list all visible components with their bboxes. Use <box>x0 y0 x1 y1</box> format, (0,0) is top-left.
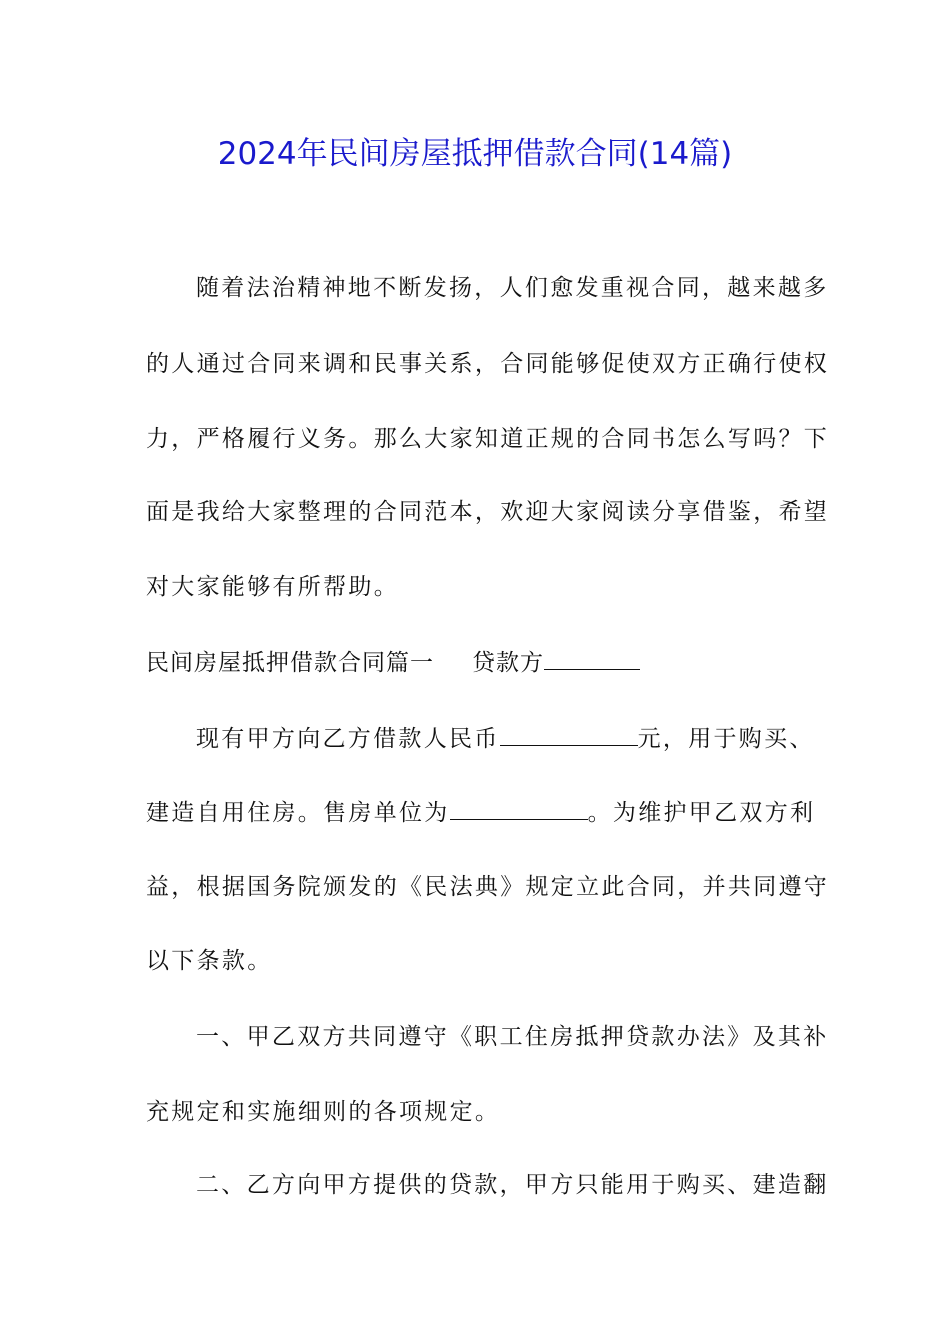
section-heading: 民间房屋抵押借款合同篇一 <box>146 650 434 676</box>
lender-blank <box>544 649 640 670</box>
para1-line-2-text-a: 建造自用住房。售房单位为 <box>146 800 450 826</box>
para1-line-3: 益，根据国务院颁发的《民法典》规定立此合同，并共同遵守 <box>146 874 830 900</box>
amount-blank <box>500 725 638 746</box>
clause1-line-1: 一、甲乙双方共同遵守《职工住房抵押贷款办法》及其补 <box>196 1024 829 1050</box>
intro-line-2: 的人通过合同来调和民事关系，合同能够促使双方正确行使权 <box>146 351 830 377</box>
para1-line-1-text-b: 元，用于购买、 <box>637 726 815 752</box>
intro-line-5: 对大家能够有所帮助。 <box>146 574 399 600</box>
intro-line-4: 面是我给大家整理的合同范本，欢迎大家阅读分享借鉴，希望 <box>146 499 830 525</box>
lender-label: 贷款方 <box>472 650 544 676</box>
para1-line-1 <box>196 720 815 753</box>
intro-line-1: 随着法治精神地不断发扬，人们愈发重视合同，越来越多 <box>196 275 829 301</box>
intro-line-3: 力，严格履行义务。那么大家知道正规的合同书怎么写吗？下 <box>146 426 830 452</box>
clause1-line-2: 充规定和实施细则的各项规定。 <box>146 1099 501 1125</box>
para1-line-1-text-a: 现有甲方向乙方借款人民币 <box>196 726 500 752</box>
para1-line-2 <box>146 794 816 827</box>
para1-line-2-text-b: 。为维护甲乙双方利 <box>587 800 816 826</box>
section-heading-row <box>146 644 806 677</box>
clause2-line-1: 二、乙方向甲方提供的贷款，甲方只能用于购买、建造翻 <box>196 1172 829 1198</box>
seller-blank <box>450 799 588 820</box>
document-title: 2024年民间房屋抵押借款合同(14篇) <box>217 136 733 172</box>
para1-line-4: 以下条款。 <box>146 948 273 974</box>
